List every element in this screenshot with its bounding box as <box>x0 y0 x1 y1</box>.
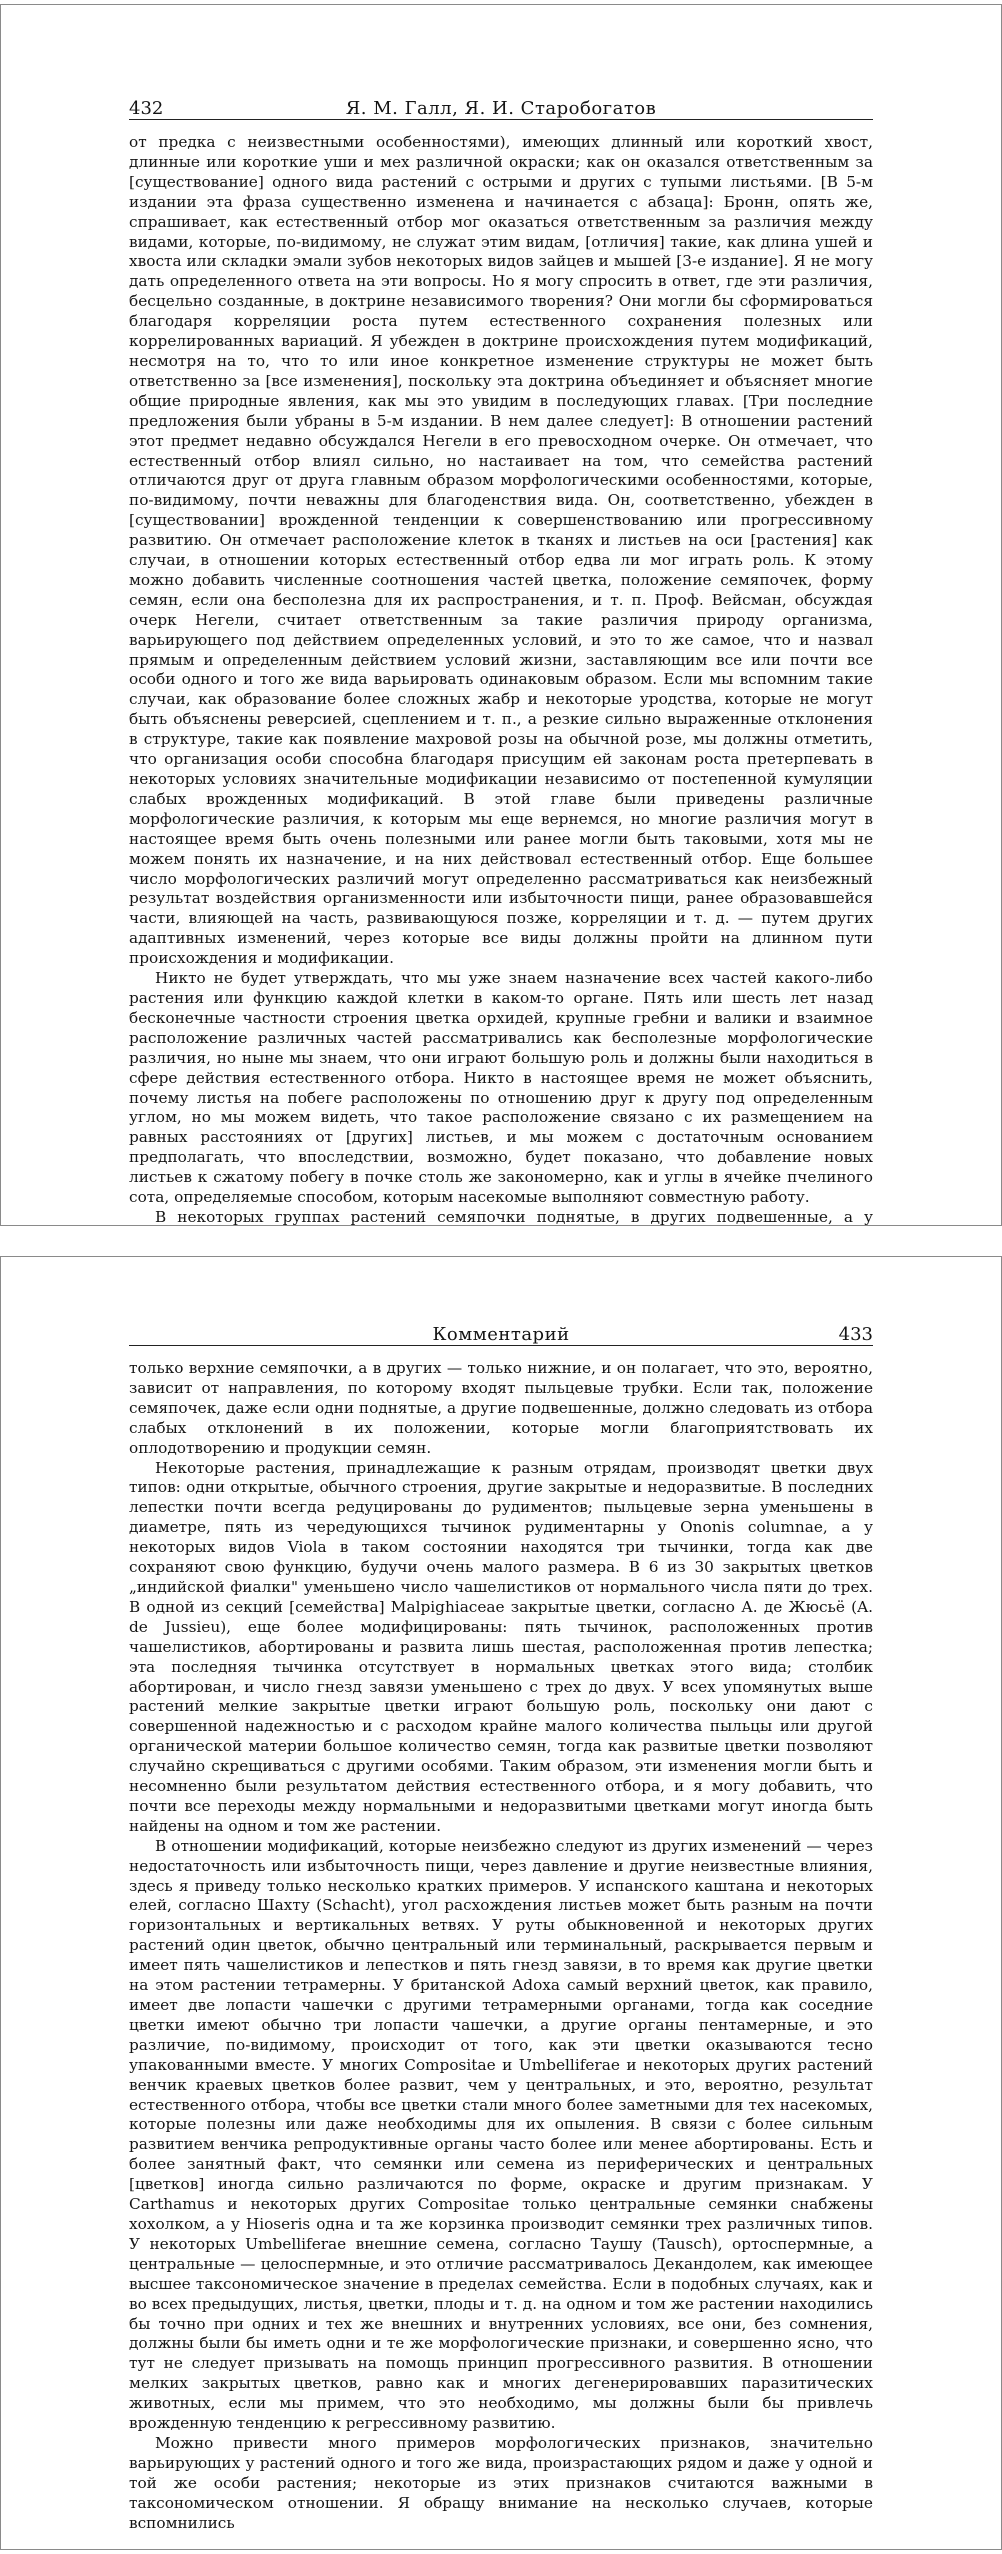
page-number: 433 <box>838 1324 873 1345</box>
paragraph: Можно привести много примеров морфологических признаков, значительно варьирующих у растений одного и того же вида, произрастающих рядом и даже у одной и той же особи растения; некоторые из этих признаков считаются важными в таксономическом отношении. Я обращу внимание на несколько случаев, которые вспомнились <box>129 2433 873 2532</box>
paragraph: В отношении модификаций, которые неизбежно следуют из других изменений — через недостаточность или избыточность пищи, через давление и другие неизвестные влияния, здесь я приведу только несколько кратких примеров. У испанского каштана и некоторых елей, согласно Шахту (Schacht), угол расхождения листьев может быть разным на почти горизонтальных и вертикальных ветвях. У руты обыкновенной и некоторых других растений один цветок, обычно центральный или терминальный, раскрывается первым и имеет пять чашелистиков и лепестков и пять гнезд завязи, в то время как другие цветки на этом растении тетрамерны. У британской Adoxa самый верхний цветок, как правило, имеет две лопасти чашечки с другими тетрамерными органами, тогда как соседние цветки имеют обычно три лопасти чашечки, а другие органы пентамерные, и это различие, по-видимому, происходит от того, как эти цветки оказываются тесно упакованными вместе. У многих Compositae и Umbelliferae и некоторых других растений венчик краевых цветков более развит, чем у центральных, и это, вероятно, результат естественного отбора, чтобы все цветки стали много более заметными для тех насекомых, которые полезны или даже необходимы для их опыления. В связи с более сильным развитием венчика репродуктивные органы часто более или менее абортированы. Есть и более занятный факт, что семянки или семена из периферических и центральных [цветков] иногда сильно различаются по форме, окраске и другим признакам. У Carthamus и некоторых других Compositae только центральные семянки снабжены хохолком, а у Hioseris одна и та же корзинка производит семянки трех различных типов. У некоторых Umbelliferae внешние семена, согласно Таушу (Tausch), ортоспермные, а центральные — целоспермные, и это отличие рассматривалось Декандолем, как имеющее высшее таксономическое значение в пределах семейства. Если в подобных случаях, как и во всех предыдущих, листья, цветки, плоды и т. д. на одном и том же растении находились бы точно при одних и тех же внешних и внутренних условиях, все они, без сомнения, должны были бы иметь одни и те же морфологические признаки, и совершенно ясно, что тут не следует призывать на помощь принцип прогрессивного развития. В отношении мелких закрытых цветков, равно как и многих дегенерировавших паразитических животных, если мы примем, что это необходимо, мы должны были бы привлечь врожденную тенденцию к регрессивному развитию. <box>129 1836 873 2433</box>
body-text-top <box>129 133 873 1307</box>
paragraph: В некоторых группах растений семяпочки поднятые, в других подвешенные, а у <box>155 1207 873 1226</box>
paragraph: Никто не будет утверждать, что мы уже знаем назначение всех частей какого-либо растения или функцию каждой клетки в каком-то органе. Пять или шесть лет назад бесконечные частности строения цветка орхидей, крупные гребни и валики и взаимное расположение различных частей рассматривались как бесполезные морфологические различия, но ныне мы знаем, что они играют большую роль и должны были находиться в сфере действия естественного отбора. Никто в настоящее время не может объяснить, почему листья на побеге расположены по отношению друг к другу под определенным углом, но мы можем видеть, что такое расположение связано с их размещением на равных расстояниях от [других] листьев, и мы можем с достаточным основанием предполагать, что впоследствии, возможно, будет показано, что добавление новых листьев к сжатому побегу в почке столь же закономерно, как и углы в ячейке пчелиного сота, определяемые способом, которым насекомые выполняют совместную работу. <box>129 969 873 1207</box>
running-head-top <box>129 91 873 120</box>
running-head-bottom <box>129 1317 873 1346</box>
page-432 <box>0 4 1002 1226</box>
page-gap <box>0 1226 1002 1256</box>
paragraph: от предка с неизвестными особенностями), имеющих длинный или короткий хвост, длинные или короткие уши и мех различной окраски; как он оказался ответственным за [существование] одного вида растений с острыми и других с тупыми листьями. [В 5-м издании эта фраза существенно изменена и начинается с абзаца]: Бронн, опять же, спрашивает, как естественный отбор мог оказаться ответственным за различия между видами, которые, по-видимому, не служат этим видам, [отличия] такие, как длина ушей и хвоста или складки эмали зубов некоторых видов зайцев и мышей [3-е издание]. Я не могу дать определенного ответа на эти вопросы. Но я могу спросить в ответ, где эти различия, бесцельно созданные, в доктрине независимого творения? Они могли бы сформироваться благодаря корреляции роста путем естественного сохранения полезных или коррелированных вариаций. Я убежден в доктрине происхождения путем модификаций, несмотря на то, что то или иное конкретное изменение структуры не может быть ответственно за [все изменения], поскольку эта доктрина объединяет и объясняет многие общие природные явления, как мы это увидим в последующих главах. [Три последние предложения были убраны в 5-м издании. В нем далее следует]: В отношении растений этот предмет недавно обсуждался Негели в его превосходном очерке. Он отмечает, что естественный отбор влиял сильно, но настаивает на том, что семейства растений отличаются друг от друга главным образом морфологическими особенностями, которые, по-видимому, почти неважны для благоденствия вида. Он, соответственно, убежден в [существовании] врожденной тенденции к совершенствованию или прогрессивному развитию. Он отмечает расположение клеток в тканях и листьев на оси [растения] как случаи, в отношении которых естественный отбор едва ли мог играть роль. К этому можно добавить численные соотношения частей цветка, положение семяпочек, форму семян, если она бесполезна для их распространения, и т. п. Проф. Вейсман, обсуждая очерк Негели, считает ответственным за такие различия природу организма, варьирующего под действием определенных условий, и это то же самое, что и назвал прямым и определенным действием условий жизни, заставляющим все или почти все особи одного и того же вида варьировать одинаковым образом. Если мы вспомним такие случаи, как образование более сложных жабр и некоторые уродства, которые не могут быть объяснены реверсией, сцеплением и т. п., а резкие сильно выраженные отклонения в структуре, такие как появление махровой розы на обычной розе, мы должны отметить, что организация особи способна благодаря присущим ей законам роста претерпевать в некоторых условиях значительные модификации независимо от постепенной кумуляции слабых врожденных модификаций. В этой главе были приведены различные морфологические различия, к которым мы еще вернемся, но многие различия могут в настоящее время быть очень полезными или ранее могли быть таковыми, хотя мы не можем понять их назначение, и на них действовал естественный отбор. Еще большее число морфологических различий могут определенно рассматриваться как неизбежный результат воздействия организменности или избыточности пищи, ранее образовавшейся части, влияющей на часть, развивающуюся позже, корреляции и т. д. — путем других адаптивных изменений, через которые все виды должны пройти на длинном пути происхождения и модификации. <box>129 133 873 968</box>
running-title: Комментарий <box>432 1324 570 1345</box>
running-title: Я. М. Галл, Я. И. Старобогатов <box>345 98 657 119</box>
page-number: 432 <box>129 98 164 119</box>
body-text-bottom <box>129 1359 873 2533</box>
paragraph: только верхние семяпочки, а в других — только нижние, и он полагает, что это, вероятно, зависит от направления, по которому входят пыльцевые трубки. Если так, положение семяпочек, даже если одни поднятые, а другие подвешенные, должно следовать из отбора слабых отклонений в их положении, которые могли благоприятствовать их оплодотворению и продукции семян. <box>129 1359 873 1457</box>
paragraph: Некоторые растения, принадлежащие к разным отрядам, производят цветки двух типов: одни открытые, обычного строения, другие закрытые и недоразвитые. В последних лепестки почти всегда редуцированы до рудиментов; пыльцевые зерна уменьшены в диаметре, пять из чередующихся тычинок рудиментарны у Ononis columnae, а у некоторых видов Viola в таком состоянии находятся три тычинки, тогда как две сохраняют свою функцию, будучи очень малого размера. В 6 из 30 закрытых цветков „индийской фиалки" уменьшено число чашелистиков от нормального числа пяти до трех. В одной из секций [семейства] Malpighiaceae закрытые цветки, согласно А. де Жюсьё (A. de Jussieu), еще более модифицированы: пять тычинок, расположенных против чашелистиков, абортированы и развита лишь шестая, расположенная против лепестка; эта последняя тычинка отсутствует в нормальных цветках этого вида; столбик абортирован, и число гнезд завязи уменьшено с трех до двух. У всех упомянутых выше растений мелкие закрытые цветки играют большую роль, поскольку они дают с совершенной надежностью и с расходом крайне малого количества пыльцы или другой органической материи большое количество семян, тогда как развитые цветки позволяют случайно скрещиваться с другими особями. Таким образом, эти изменения могли быть и несомненно были результатом действия естественного отбора, и я могу добавить, что почти все переходы между нормальными и недоразвитыми цветками могут иногда быть найдены на одном и том же растении. <box>129 1458 873 1835</box>
page-433 <box>0 1256 1002 2550</box>
